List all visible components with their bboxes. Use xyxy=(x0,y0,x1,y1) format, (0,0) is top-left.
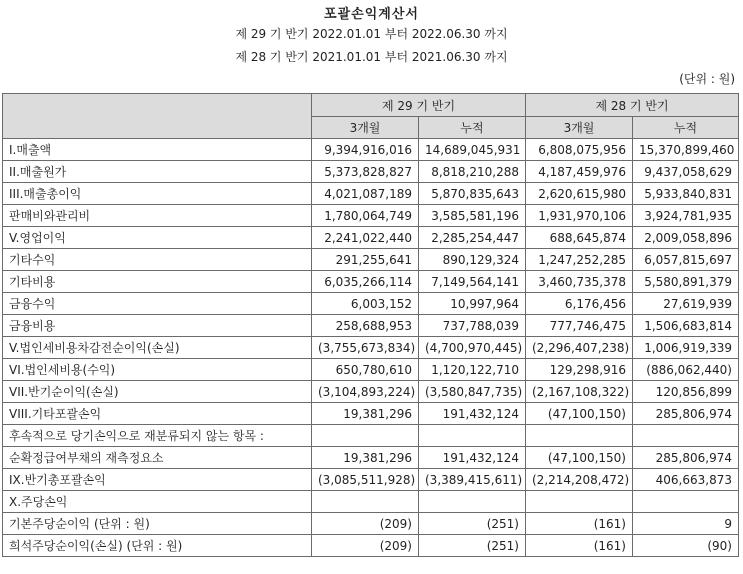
row-value: (2,296,407,238) xyxy=(526,337,633,359)
row-value: 2,241,022,440 xyxy=(312,227,419,249)
row-value: (3,085,511,928) xyxy=(312,469,419,491)
row-label: 희석주당순이익(손실) (단위 : 원) xyxy=(3,535,312,557)
row-value: 285,806,974 xyxy=(633,447,739,469)
statement-rows xyxy=(3,139,739,557)
row-value xyxy=(526,425,633,447)
row-label: X.주당손익 xyxy=(3,491,312,513)
period-prior: 제 28 기 반기 2021.01.01 부터 2021.06.30 까지 xyxy=(235,50,508,64)
row-value: (3,389,415,611) xyxy=(419,469,526,491)
table-row xyxy=(3,139,739,161)
row-value: 6,003,152 xyxy=(312,293,419,315)
table-row xyxy=(3,469,739,491)
table-row xyxy=(3,403,739,425)
row-value: 285,806,974 xyxy=(633,403,739,425)
report-header xyxy=(0,0,743,94)
row-value: (209) xyxy=(312,513,419,535)
row-label: 기본주당순이익 (단위 : 원) xyxy=(3,513,312,535)
row-value: 4,187,459,976 xyxy=(526,161,633,183)
row-value: (161) xyxy=(526,513,633,535)
row-value: 1,006,919,339 xyxy=(633,337,739,359)
row-value: (209) xyxy=(312,535,419,557)
table-row xyxy=(3,513,739,535)
row-label: II.매출원가 xyxy=(3,161,312,183)
table-row xyxy=(3,293,739,315)
row-value: (251) xyxy=(419,513,526,535)
table-row xyxy=(3,359,739,381)
row-label: VI.법인세비용(수익) xyxy=(3,359,312,381)
row-value: 6,176,456 xyxy=(526,293,633,315)
row-value: 129,298,916 xyxy=(526,359,633,381)
row-label: 순확정급여부채의 재측정요소 xyxy=(3,447,312,469)
table-row xyxy=(3,337,739,359)
row-value: 19,381,296 xyxy=(312,403,419,425)
row-value: 3,585,581,196 xyxy=(419,205,526,227)
report-title: 포괄손익계산서 xyxy=(324,7,419,22)
row-label: V.법인세비용차감전순이익(손실) xyxy=(3,337,312,359)
period-current: 제 29 기 반기 2022.01.01 부터 2022.06.30 까지 xyxy=(235,27,508,41)
table-row xyxy=(3,271,739,293)
row-value: 5,870,835,643 xyxy=(419,183,526,205)
row-value: 5,933,840,831 xyxy=(633,183,739,205)
table-row xyxy=(3,447,739,469)
row-value: 5,373,828,827 xyxy=(312,161,419,183)
header-blank-cell xyxy=(3,94,312,139)
row-value: 191,432,124 xyxy=(419,403,526,425)
row-value: 7,149,564,141 xyxy=(419,271,526,293)
row-label: VII.반기순이익(손실) xyxy=(3,381,312,403)
row-value: (886,062,440) xyxy=(633,359,739,381)
row-value xyxy=(419,491,526,513)
table-row xyxy=(3,183,739,205)
row-value: (2,214,208,472) xyxy=(526,469,633,491)
row-label: V.영업이익 xyxy=(3,227,312,249)
row-label: III.매출총이익 xyxy=(3,183,312,205)
row-value: 9,394,916,016 xyxy=(312,139,419,161)
row-value: 15,370,899,460 xyxy=(633,139,739,161)
header-current-period: 제 29 기 반기 xyxy=(312,94,526,117)
table-row xyxy=(3,381,739,403)
row-value: (47,100,150) xyxy=(526,403,633,425)
row-value: 258,688,953 xyxy=(312,315,419,337)
header-row-periods xyxy=(3,94,739,117)
row-value: 1,247,252,285 xyxy=(526,249,633,271)
row-value xyxy=(419,425,526,447)
row-value: 14,689,045,931 xyxy=(419,139,526,161)
table-row xyxy=(3,205,739,227)
row-value: 6,057,815,697 xyxy=(633,249,739,271)
row-value: 777,746,475 xyxy=(526,315,633,337)
row-label: 금융수익 xyxy=(3,293,312,315)
row-value: 2,620,615,980 xyxy=(526,183,633,205)
row-value: 1,931,970,106 xyxy=(526,205,633,227)
row-value: (4,700,970,445) xyxy=(419,337,526,359)
row-value: 9,437,058,629 xyxy=(633,161,739,183)
header-current-cumulative: 누적 xyxy=(419,117,526,139)
row-value: 4,021,087,189 xyxy=(312,183,419,205)
unit-label: (단위 : 원) xyxy=(679,72,735,86)
row-value: 2,009,058,896 xyxy=(633,227,739,249)
row-label: 후속적으로 당기손익으로 재분류되지 않는 항목 : xyxy=(3,425,312,447)
row-label: I.매출액 xyxy=(3,139,312,161)
table-row xyxy=(3,161,739,183)
row-label: 판매비와관리비 xyxy=(3,205,312,227)
table-row xyxy=(3,315,739,337)
row-label: 금융비용 xyxy=(3,315,312,337)
row-value: (47,100,150) xyxy=(526,447,633,469)
row-value: 3,924,781,935 xyxy=(633,205,739,227)
row-value: (3,755,673,834) xyxy=(312,337,419,359)
row-value: 10,997,964 xyxy=(419,293,526,315)
row-value: 5,580,891,379 xyxy=(633,271,739,293)
row-value: 1,120,122,710 xyxy=(419,359,526,381)
row-value: 19,381,296 xyxy=(312,447,419,469)
row-value xyxy=(633,491,739,513)
row-value xyxy=(312,425,419,447)
row-value xyxy=(633,425,739,447)
row-value: 9 xyxy=(633,513,739,535)
row-value: 291,255,641 xyxy=(312,249,419,271)
row-value xyxy=(526,491,633,513)
row-value xyxy=(312,491,419,513)
row-label: IX.반기총포괄손익 xyxy=(3,469,312,491)
row-value: 191,432,124 xyxy=(419,447,526,469)
row-label: VIII.기타포괄손익 xyxy=(3,403,312,425)
row-label: 기타수익 xyxy=(3,249,312,271)
row-value: 3,460,735,378 xyxy=(526,271,633,293)
row-value: 737,788,039 xyxy=(419,315,526,337)
row-value: 6,808,075,956 xyxy=(526,139,633,161)
row-value: 1,506,683,814 xyxy=(633,315,739,337)
row-value: (251) xyxy=(419,535,526,557)
row-value: 688,645,874 xyxy=(526,227,633,249)
table-row xyxy=(3,249,739,271)
row-value: (3,104,893,224) xyxy=(312,381,419,403)
row-value: 27,619,939 xyxy=(633,293,739,315)
row-value: 6,035,266,114 xyxy=(312,271,419,293)
row-value: 650,780,610 xyxy=(312,359,419,381)
row-value: 890,129,324 xyxy=(419,249,526,271)
row-value: (3,580,847,735) xyxy=(419,381,526,403)
row-value: (2,167,108,322) xyxy=(526,381,633,403)
header-prior-period: 제 28 기 반기 xyxy=(526,94,739,117)
table-row xyxy=(3,535,739,557)
header-current-3m: 3개월 xyxy=(312,117,419,139)
row-value: (161) xyxy=(526,535,633,557)
row-value: 120,856,899 xyxy=(633,381,739,403)
header-prior-3m: 3개월 xyxy=(526,117,633,139)
row-value: (90) xyxy=(633,535,739,557)
row-value: 2,285,254,447 xyxy=(419,227,526,249)
table-row xyxy=(3,491,739,513)
table-row xyxy=(3,227,739,249)
table-row xyxy=(3,425,739,447)
row-value: 406,663,873 xyxy=(633,469,739,491)
header-prior-cumulative: 누적 xyxy=(633,117,739,139)
row-value: 8,818,210,288 xyxy=(419,161,526,183)
row-label: 기타비용 xyxy=(3,271,312,293)
income-statement-table xyxy=(2,93,739,557)
row-value: 1,780,064,749 xyxy=(312,205,419,227)
